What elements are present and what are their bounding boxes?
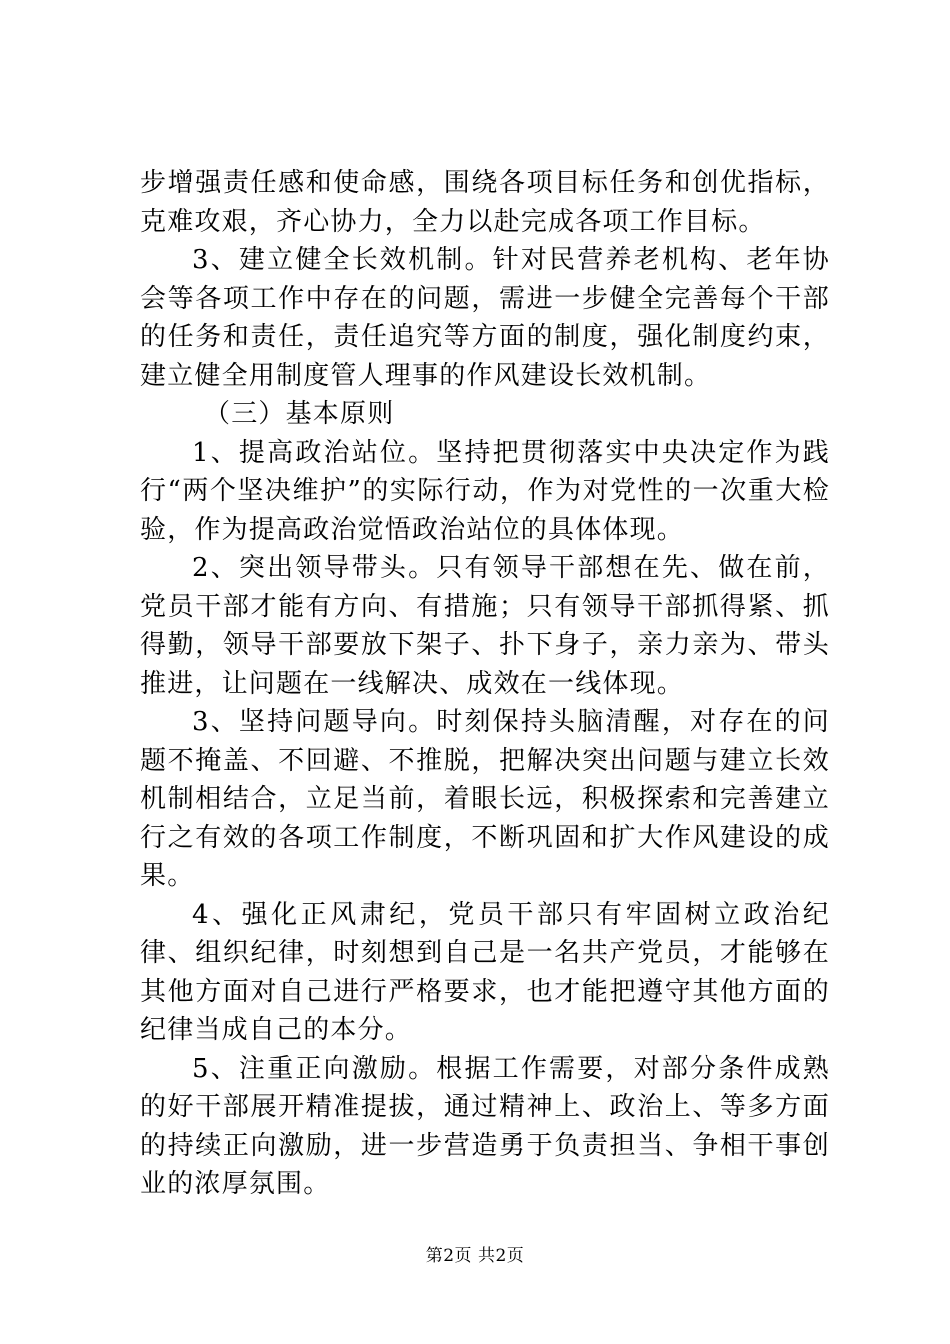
page-footer <box>0 1244 950 1268</box>
paragraph-item-4-discipline: 4、强化正风肃纪，党员干部只有牢固树立政治纪律、组织纪律，时刻想到自己是一名共产党员，才能够在其他方面对自己进行严格要求，也才能把遵守其他方面的纪律当成自己的本分。 <box>140 899 830 1045</box>
paragraph-item-2-leadership: 2、突出领导带头。只有领导干部想在先、做在前，党员干部才能有方向、有措施；只有领导干部抓得紧、抓得勤，领导干部要放下架子、扑下身子，亲力亲为、带头推进，让问题在一线解决、成效在一线体现。 <box>140 553 830 699</box>
paragraph-continuation: 步增强责任感和使命感，围绕各项目标任务和创优指标，克难攻艰，齐心协力，全力以赴完成各项工作目标。 <box>140 168 830 237</box>
paragraph-item-3-long-term-mechanism: 3、建立健全长效机制。针对民营养老机构、老年协会等各项工作中存在的问题，需进一步健全完善每个干部的任务和责任，责任追究等方面的制度，强化制度约束，建立健全用制度管人理事的作风建设长效机制。 <box>140 245 830 391</box>
paragraph-item-3-problem-oriented: 3、坚持问题导向。时刻保持头脑清醒，对存在的问题不掩盖、不回避、不推脱，把解决突出问题与建立长效机制相结合，立足当前，着眼长远，积极探索和完善建立行之有效的各项工作制度，不断巩固和扩大作风建设的成果。 <box>140 707 830 891</box>
paragraph-item-1-political-stance: 1、提高政治站位。坚持把贯彻落实中央决定作为践行“两个坚决维护”的实际行动，作为对党性的一次重大检验，作为提高政治觉悟政治站位的具体体现。 <box>140 437 830 545</box>
page-number-label: 第2页 共2页 <box>425 1246 525 1266</box>
paragraph-item-5-incentives: 5、注重正向激励。根据工作需要，对部分条件成熟的好干部展开精准提拔，通过精神上、政治上、等多方面的持续正向激励，进一步营造勇于负责担当、争相干事创业的浓厚氛围。 <box>140 1053 830 1199</box>
section-heading-basic-principles: （三）基本原则 <box>204 399 395 429</box>
document-body <box>140 164 830 1204</box>
